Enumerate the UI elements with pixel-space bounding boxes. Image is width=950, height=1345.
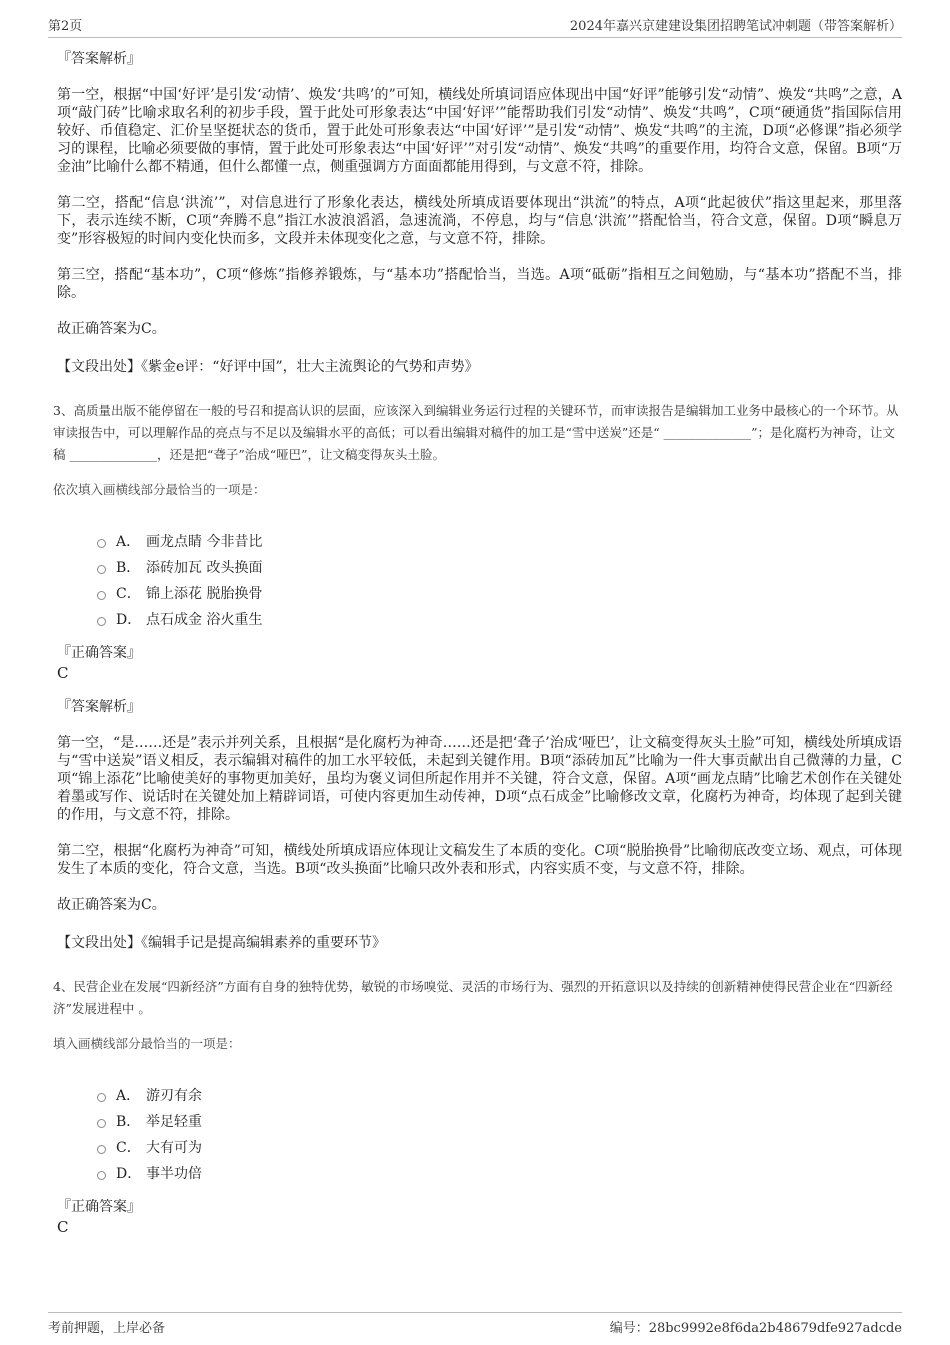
q3-option-b[interactable] xyxy=(97,554,902,580)
option-letter: B． xyxy=(116,560,141,576)
q4-answer: C xyxy=(57,1218,69,1236)
q2-analysis-para-2: 第二空，搭配“信息‘洪流’”，对信息进行了形象化表达，横线处所填成语要体现出“洪流”的特点，A项“此起彼伏”指这里起来，那里落下，表示连续不断，C项“奔腾不息”指江水波浪滔滔，急速流淌，不停息，均与“信息‘洪流’”搭配恰当，符合文意，保留。D项“瞬息万变”形容极短的时间内变化快而多，文段并未体现变化之意，与文意不符，排除。 xyxy=(57,195,902,247)
q4-option-c[interactable] xyxy=(97,1134,902,1160)
q4-prompt: 填入画横线部分最恰当的一项是： xyxy=(53,1036,241,1051)
q3-options xyxy=(97,528,902,632)
option-letter: C． xyxy=(116,1140,141,1156)
option-text: 锦上添花 脱胎换骨 xyxy=(146,586,263,602)
radio-icon[interactable] xyxy=(97,539,106,548)
radio-icon[interactable] xyxy=(97,1171,106,1180)
page-number: 第2页 xyxy=(48,19,83,34)
option-text: 画龙点睛 今非昔比 xyxy=(146,534,263,550)
document-body xyxy=(53,48,902,1250)
footer-slogan: 考前押题，上岸必备 xyxy=(48,1321,166,1336)
option-letter: D． xyxy=(116,1166,142,1182)
page-header xyxy=(48,12,902,38)
q2-analysis-para-1: 第一空，根据“中国‘好评’是引发‘动情’、焕发‘共鸣’的”可知，横线处所填词语应体现出中国“好评”能够引发“动情”、焕发“共鸣”之意，A项“敲门砖”比喻求取名利的初步手段，置于此处可形象表达“中国‘好评’”能帮助我们引发“动情”、焕发“共鸣”，C项“硬通货”指国际信用较好、币值稳定、汇价呈坚挺状态的货币，置于此处可形象表达“中国‘好评’”是引发“动情”、焕发“共鸣”的主流，D项“必修课”指必须学习的课程，比喻必须要做的事情，置于此处可形象表达“中国‘好评’”对引发“动情”、焕发“共鸣”的重要作用，均符合文意，保留。B项“万金油”比喻什么都不精通，但什么都懂一点，侧重强调方方面面都能用得到，与文意不符，排除。 xyxy=(57,87,902,175)
q3-analysis-para-2: 第二空，根据“化腐朽为神奇”可知，横线处所填成语应体现让文稿发生了本质的变化。C项“脱胎换骨”比喻彻底改变立场、观点，可体现发生了本质的变化，符合文意，当选。B项“改头换面”比喻只改外表和形式，内容实质不变，与文意不符，排除。 xyxy=(57,843,902,877)
q3-stem: 3、高质量出版不能停留在一般的号召和提高认识的层面，应该深入到编辑业务运行过程的关键环节，而审读报告是编辑加工业务中最核心的一个环节。从审读报告中，可以理解作品的亮点与不足以及编辑水平的高低；可以看出编辑对稿件的加工是“雪中送炭”还是“ ______________”；是化腐朽为神奇，让文稿 ______________，还是把“聋子”治成“哑巴”，让文稿变得灰头土脸。 xyxy=(53,403,899,462)
q4-option-a[interactable] xyxy=(97,1082,902,1108)
option-text: 举足轻重 xyxy=(146,1114,202,1130)
q4-option-d[interactable] xyxy=(97,1160,902,1186)
q2-analysis-para-3: 第三空，搭配“基本功”，C项“修炼”指修养锻炼，与“基本功”搭配恰当，当选。A项“砥砺”指相互之间勉励，与“基本功”搭配不当，排除。 xyxy=(57,267,902,301)
q3-option-c[interactable] xyxy=(97,580,902,606)
q3-conclusion: 故正确答案为C。 xyxy=(57,897,166,913)
radio-icon[interactable] xyxy=(97,617,106,626)
q4-option-b[interactable] xyxy=(97,1108,902,1134)
q4-options xyxy=(97,1082,902,1186)
option-text: 事半功倍 xyxy=(146,1166,202,1182)
document-id: 编号：28bc9992e8f6da2b48679dfe927adcde xyxy=(609,1321,902,1336)
radio-icon[interactable] xyxy=(97,1145,106,1154)
q3-prompt: 依次填入画横线部分最恰当的一项是： xyxy=(53,482,266,497)
q4-answer-label: 『正确答案』 xyxy=(57,1199,141,1215)
option-text: 游刃有余 xyxy=(146,1088,202,1104)
option-letter: A． xyxy=(116,1088,141,1104)
q2-conclusion: 故正确答案为C。 xyxy=(57,321,166,337)
q2-source: 【文段出处】《紫金e评：“好评中国”，壮大主流舆论的气势和声势》 xyxy=(57,359,479,375)
q2-analysis-label: 『答案解析』 xyxy=(57,51,141,67)
q3-analysis-para-1: 第一空，“是……还是”表示并列关系，且根据“是化腐朽为神奇……还是把‘聋子’治成‘哑巴’，让文稿变得灰头土脸”可知，横线处所填成语与“雪中送炭”语义相反，表示编辑对稿件的加工水平较低，未起到关键作用。B项“添砖加瓦”比喻为一件大事贡献出自己微薄的力量，C项“锦上添花”比喻使美好的事物更加美好，虽均为褒义词但所起作用并不关键，符合文意，保留。A项“画龙点睛”比喻艺术创作在关键处着墨或写作、说话时在关键处加上精辟词语，可使内容更加生动传神，D项“点石成金”比喻修改文章，化腐朽为神奇，均体现了起到关键的作用，与文意不符，排除。 xyxy=(57,735,902,823)
q3-source: 【文段出处】《编辑手记是提高编辑素养的重要环节》 xyxy=(57,935,386,951)
document-title: 2024年嘉兴京建建设集团招聘笔试冲刺题（带答案解析） xyxy=(569,19,902,34)
q3-answer-label: 『正确答案』 xyxy=(57,645,141,661)
option-letter: A． xyxy=(116,534,141,550)
radio-icon[interactable] xyxy=(97,1119,106,1128)
option-text: 大有可为 xyxy=(146,1140,202,1156)
radio-icon[interactable] xyxy=(97,591,106,600)
q3-option-a[interactable] xyxy=(97,528,902,554)
option-letter: B． xyxy=(116,1114,141,1130)
option-letter: D． xyxy=(116,612,142,628)
q3-analysis-label: 『答案解析』 xyxy=(57,699,141,715)
q4-stem: 4、民营企业在发展“四新经济”方面有自身的独特优势，敏锐的市场嗅觉、灵活的市场行为、强烈的开拓意识以及持续的创新精神使得民营企业在“四新经济”发展进程中 。 xyxy=(53,979,893,1016)
radio-icon[interactable] xyxy=(97,565,106,574)
option-letter: C． xyxy=(116,586,141,602)
q3-option-d[interactable] xyxy=(97,606,902,632)
q3-answer: C xyxy=(57,664,69,682)
radio-icon[interactable] xyxy=(97,1093,106,1102)
option-text: 点石成金 浴火重生 xyxy=(146,612,263,628)
page-footer xyxy=(48,1312,902,1336)
option-text: 添砖加瓦 改头换面 xyxy=(146,560,263,576)
